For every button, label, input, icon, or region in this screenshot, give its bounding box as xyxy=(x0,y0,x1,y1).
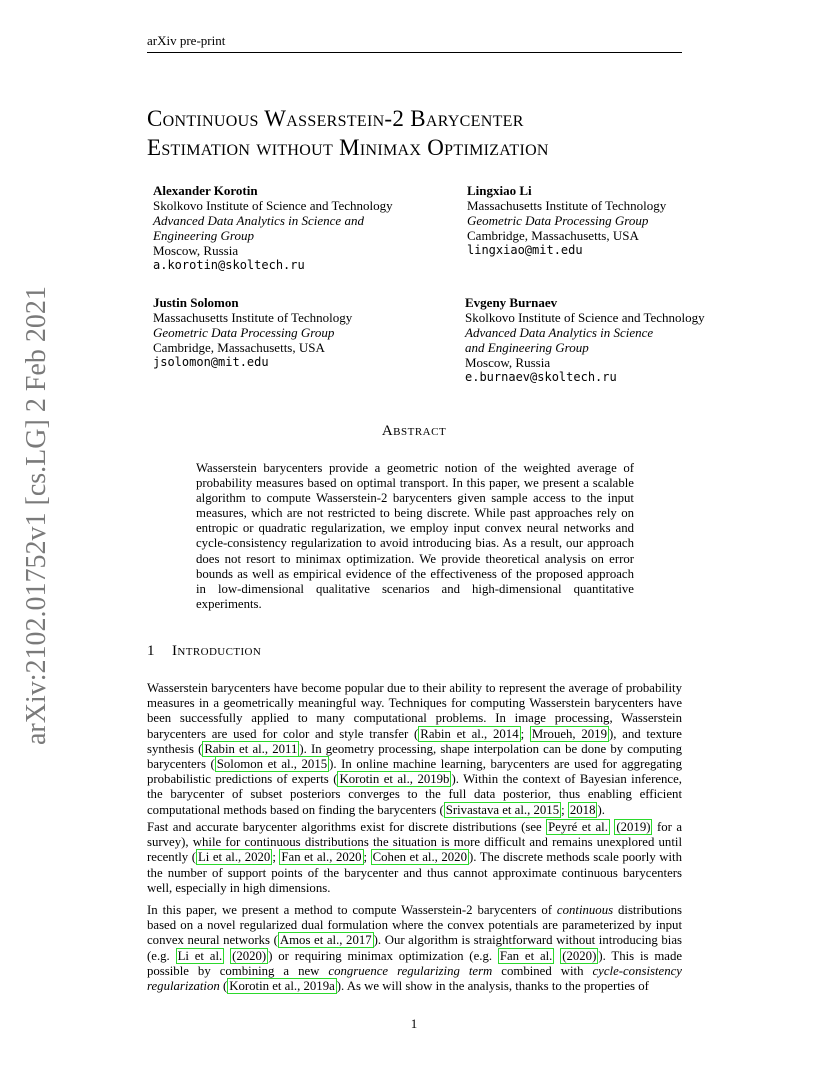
author-group: Geometric Data Processing Group xyxy=(153,325,335,340)
author-name: Justin Solomon xyxy=(153,295,239,310)
emphasis: continuous xyxy=(556,903,614,917)
citation-link[interactable]: (2020) xyxy=(232,948,267,963)
text-run: ; xyxy=(272,850,280,865)
intro-paragraph-1 xyxy=(147,681,682,818)
author-name: Evgeny Burnaev xyxy=(465,295,558,310)
author-email[interactable]: lingxiao@mit.edu xyxy=(467,243,583,257)
author-location: Moscow, Russia xyxy=(153,243,239,258)
title-line-1: Continuous Wasserstein-2 Barycenter xyxy=(147,106,524,131)
citation-link[interactable]: Fan et al., 2020 xyxy=(281,850,362,865)
author-name: Alexander Korotin xyxy=(153,183,258,198)
citation-link[interactable]: Peyré et al. xyxy=(548,820,608,834)
citation-link[interactable]: Rabin et al., 2014 xyxy=(420,726,519,741)
citation-link[interactable]: Amos et al., 2017 xyxy=(279,933,372,948)
citation-link[interactable]: (2019) xyxy=(616,820,651,834)
citation-link[interactable]: Mroueh, 2019 xyxy=(531,726,607,741)
text-run: Fast and accurate barycenter algorithms exist for discrete distributions (see xyxy=(147,820,547,834)
author-email[interactable]: e.burnaev@skoltech.ru xyxy=(465,370,617,384)
running-header: arXiv pre-print xyxy=(147,33,226,48)
page-number: 1 xyxy=(410,1016,418,1031)
author-group: Geometric Data Processing Group xyxy=(467,213,649,228)
author-block-solomon xyxy=(153,295,352,370)
abstract-body: Wasserstein barycenters provide a geometric notion of the weighted average of probability measures based on optimal transport. In this paper, we present a scalable algorithm to compute Wasserstein-2 barycenters given sample access to the input measures, which are not restricted to being discrete. While past approaches rely on entropic or quadratic regularization, we employ input convex neural networks and cycle-consistency regularization to avoid introducing bias. As a result, our approach does not resort to minimax optimization. We provide theoretical analysis on error bounds as well as empirical evidence of the effectiveness of the proposed approach in low-dimensional qualitative scenarios and high-dimensional quantitative experiments. xyxy=(196,461,634,611)
emphasis: cycle-consistency regularization xyxy=(147,963,682,994)
section-title: Introduction xyxy=(172,643,262,659)
author-group-cont: and Engineering Group xyxy=(465,340,589,355)
citation-link[interactable]: Fan et al. xyxy=(499,948,553,963)
author-location: Cambridge, Massachusetts, USA xyxy=(153,340,325,355)
text-run: ). Within the context of Bayesian inference, the barycenter of subset posteriors converges to the full data posterior, thus enabling efficient computational methods based on finding the barycenters ( xyxy=(147,772,682,817)
citation-link[interactable]: Korotin et al., 2019a xyxy=(229,979,335,994)
citation-link[interactable]: Rabin et al., 2011 xyxy=(204,741,298,756)
paper-title xyxy=(147,104,707,162)
text-run: ; xyxy=(520,726,530,741)
text-run: ; xyxy=(561,802,568,817)
author-email[interactable]: a.korotin@skoltech.ru xyxy=(153,258,305,272)
author-affiliation: Massachusetts Institute of Technology xyxy=(153,310,353,325)
text-run: ). In online machine learning, barycenters are used for aggregating probabilistic predictions of experts ( xyxy=(147,757,683,787)
citation-link[interactable]: Li et al. xyxy=(177,948,223,963)
section-heading-introduction xyxy=(147,643,261,660)
author-location: Cambridge, Massachusetts, USA xyxy=(467,228,639,243)
abstract-heading: Abstract xyxy=(381,423,447,439)
author-group-cont: Engineering Group xyxy=(153,228,254,243)
author-block-li xyxy=(467,183,666,258)
intro-paragraph-2 xyxy=(147,820,682,896)
section-number: 1 xyxy=(147,643,155,659)
text-run: ). xyxy=(597,802,605,817)
citation-link[interactable]: Korotin et al., 2019b xyxy=(339,772,450,787)
citation-link[interactable]: 2018 xyxy=(569,802,596,817)
author-block-burnaev xyxy=(465,295,705,385)
title-line-2: Estimation without Minimax Optimization xyxy=(147,135,549,160)
author-affiliation: Massachusetts Institute of Technology xyxy=(467,198,667,213)
text-run: distributions based on a novel regularized dual formulation where the convex potentials are parameterized by input convex neural networks ( xyxy=(147,903,682,948)
text-run: ). Our algorithm is straightforward without introducing bias (e.g. xyxy=(147,933,682,963)
text-run: Wasserstein barycenters have become popular due to their ability to represent the average of probability measures in a geometrically meaningful way. Techniques for computing Wasserstein barycenters have been successfully applied to many computational problems. In image processing, Wasserstein barycenters are used for color and style transfer ( xyxy=(147,681,682,741)
text-run: ; xyxy=(363,850,371,865)
text-run: ( xyxy=(219,979,228,994)
author-affiliation: Skolkovo Institute of Science and Technology xyxy=(465,310,705,325)
text-run: ), and texture synthesis ( xyxy=(147,726,682,756)
arxiv-sidebar-stamp: arXiv:2102.01752v1 [cs.LG] 2 Feb 2021 xyxy=(21,286,52,745)
header-rule xyxy=(147,52,682,53)
text-run: for a survey), while for continuous distributions the situation is more difficult and remains unexplored until recently ( xyxy=(147,820,682,865)
citation-link[interactable]: Solomon et al., 2015 xyxy=(216,757,328,772)
author-block-korotin xyxy=(153,183,393,273)
text-run: ). This is made possible by combining a new xyxy=(147,948,683,978)
author-group: Advanced Data Analytics in Science xyxy=(465,325,654,340)
text-run: ). In geometry processing, shape interpolation can be done by computing barycenters ( xyxy=(147,741,683,772)
text-run: combined with xyxy=(492,963,593,978)
author-email[interactable]: jsolomon@mit.edu xyxy=(153,355,269,369)
intro-paragraph-3 xyxy=(147,903,682,994)
text-run: ). The discrete methods scale poorly with the number of support points of the barycenter and thus cannot approximate continuous barycenters well, especially in high dimensions. xyxy=(147,850,682,895)
text-run: In this paper, we present a method to compute Wasserstein-2 barycenters of xyxy=(147,903,557,917)
text-run: ). As we will show in the analysis, thanks to the properties of xyxy=(336,979,649,994)
emphasis: congruence regularizing term xyxy=(328,963,493,978)
author-affiliation: Skolkovo Institute of Science and Technology xyxy=(153,198,393,213)
citation-link[interactable]: (2020) xyxy=(562,948,597,963)
author-name: Lingxiao Li xyxy=(467,183,532,198)
citation-link[interactable]: Cohen et al., 2020 xyxy=(372,850,467,865)
author-location: Moscow, Russia xyxy=(465,355,551,370)
text-run: ) or requiring minimax optimization (e.g. xyxy=(268,948,498,963)
citation-link[interactable]: Li et al., 2020 xyxy=(197,850,271,865)
citation-link[interactable]: Srivastava et al., 2015 xyxy=(445,802,560,817)
author-group: Advanced Data Analytics in Science and xyxy=(153,213,364,228)
